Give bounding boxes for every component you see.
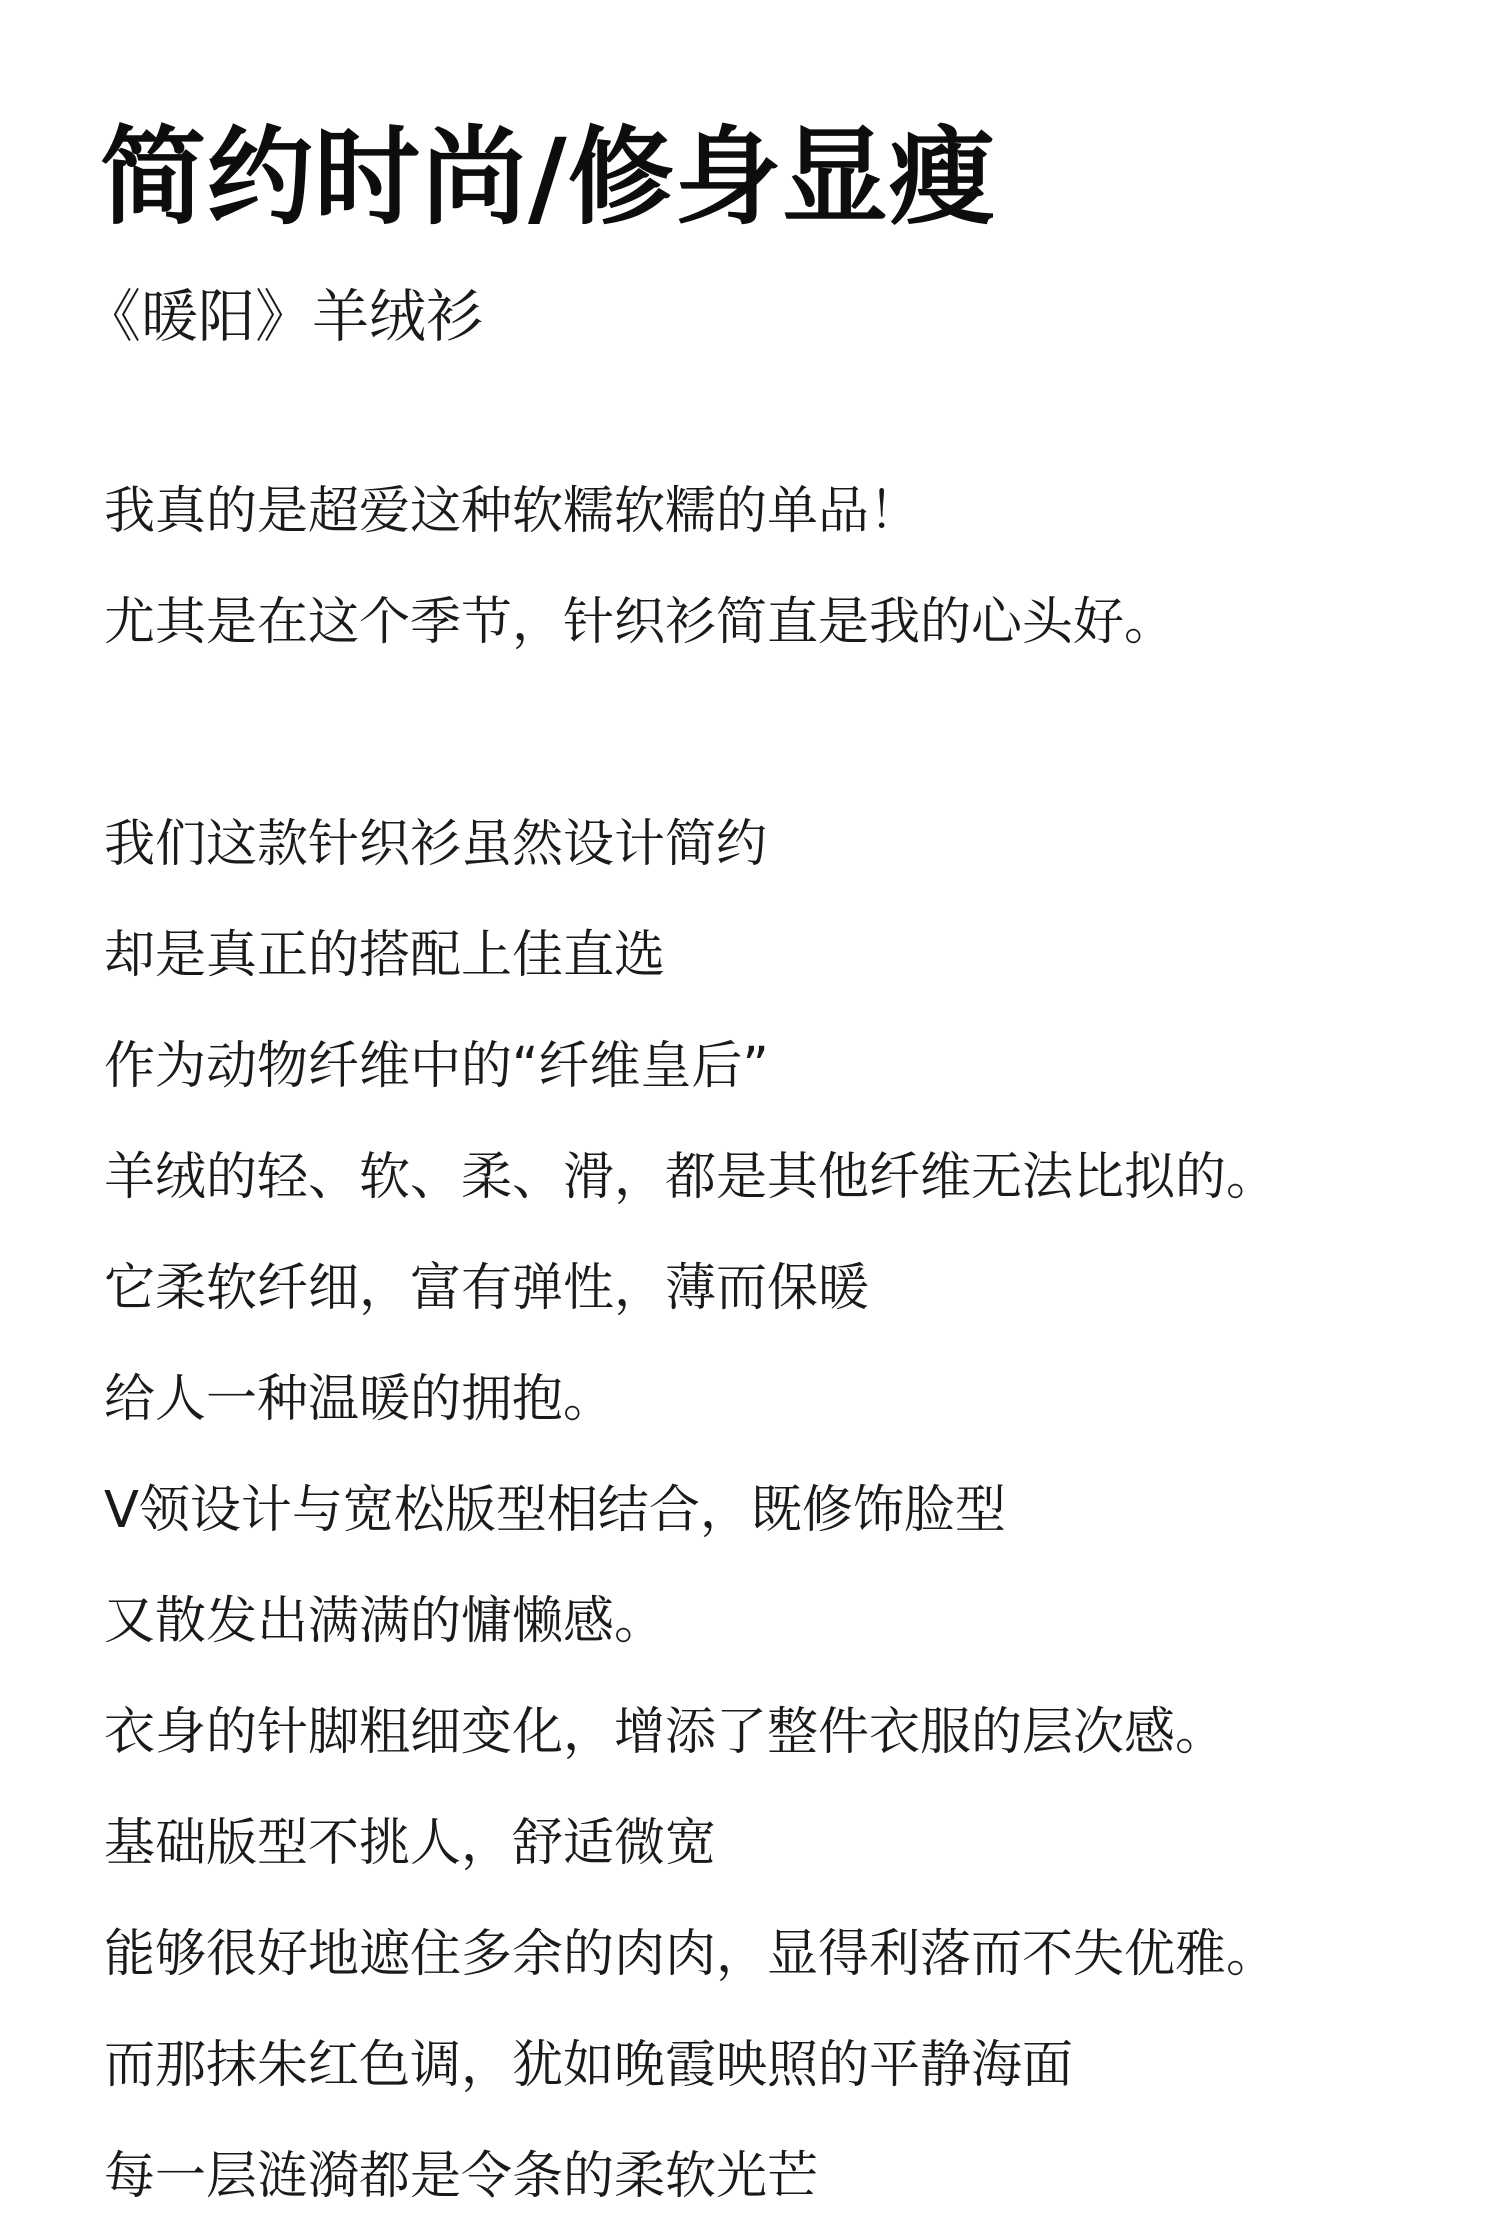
text-line: 而那抹朱红色调，犹如晚霞映照的平静海面	[104, 2036, 1074, 2095]
text-line: 尤其是在这个季节，针织衫简直是我的心头好。	[104, 593, 1176, 652]
text-line: 却是真正的搭配上佳直选	[104, 926, 666, 985]
document-subtitle: 《暖阳》羊绒衫	[84, 284, 483, 350]
document-title: 简约时尚/修身显瘦	[100, 116, 996, 239]
text-line: V领设计与宽松版型相结合，既修饰脸型	[104, 1481, 1006, 1540]
text-line: 给人一种温暖的拥抱。	[104, 1370, 615, 1429]
text-line: 基础版型不挑人，舒适微宽	[104, 1814, 717, 1873]
text-line: 它柔软纤细，富有弹性，薄而保暖	[104, 1259, 870, 1318]
body-text	[104, 456, 1484, 2232]
text-line: 每一层涟漪都是令条的柔软光芒	[104, 2147, 819, 2206]
text-line: 作为动物纤维中的“纤维皇后”	[104, 1037, 769, 1096]
text-line: 能够很好地遮住多余的肉肉，显得利落而不失优雅。	[104, 1925, 1278, 1984]
text-line: 又散发出满满的慵懒感。	[104, 1592, 666, 1651]
text-line: 衣身的针脚粗细变化，增添了整件衣服的层次感。	[104, 1703, 1227, 1762]
text-line: 我们这款针织衫虽然设计简约	[104, 815, 768, 874]
text-line: 我真的是超爱这种软糯软糯的单品！	[104, 482, 921, 541]
text-line: 羊绒的轻、软、柔、滑，都是其他纤维无法比拟的。	[104, 1148, 1278, 1207]
paragraph-gap	[104, 678, 1484, 789]
